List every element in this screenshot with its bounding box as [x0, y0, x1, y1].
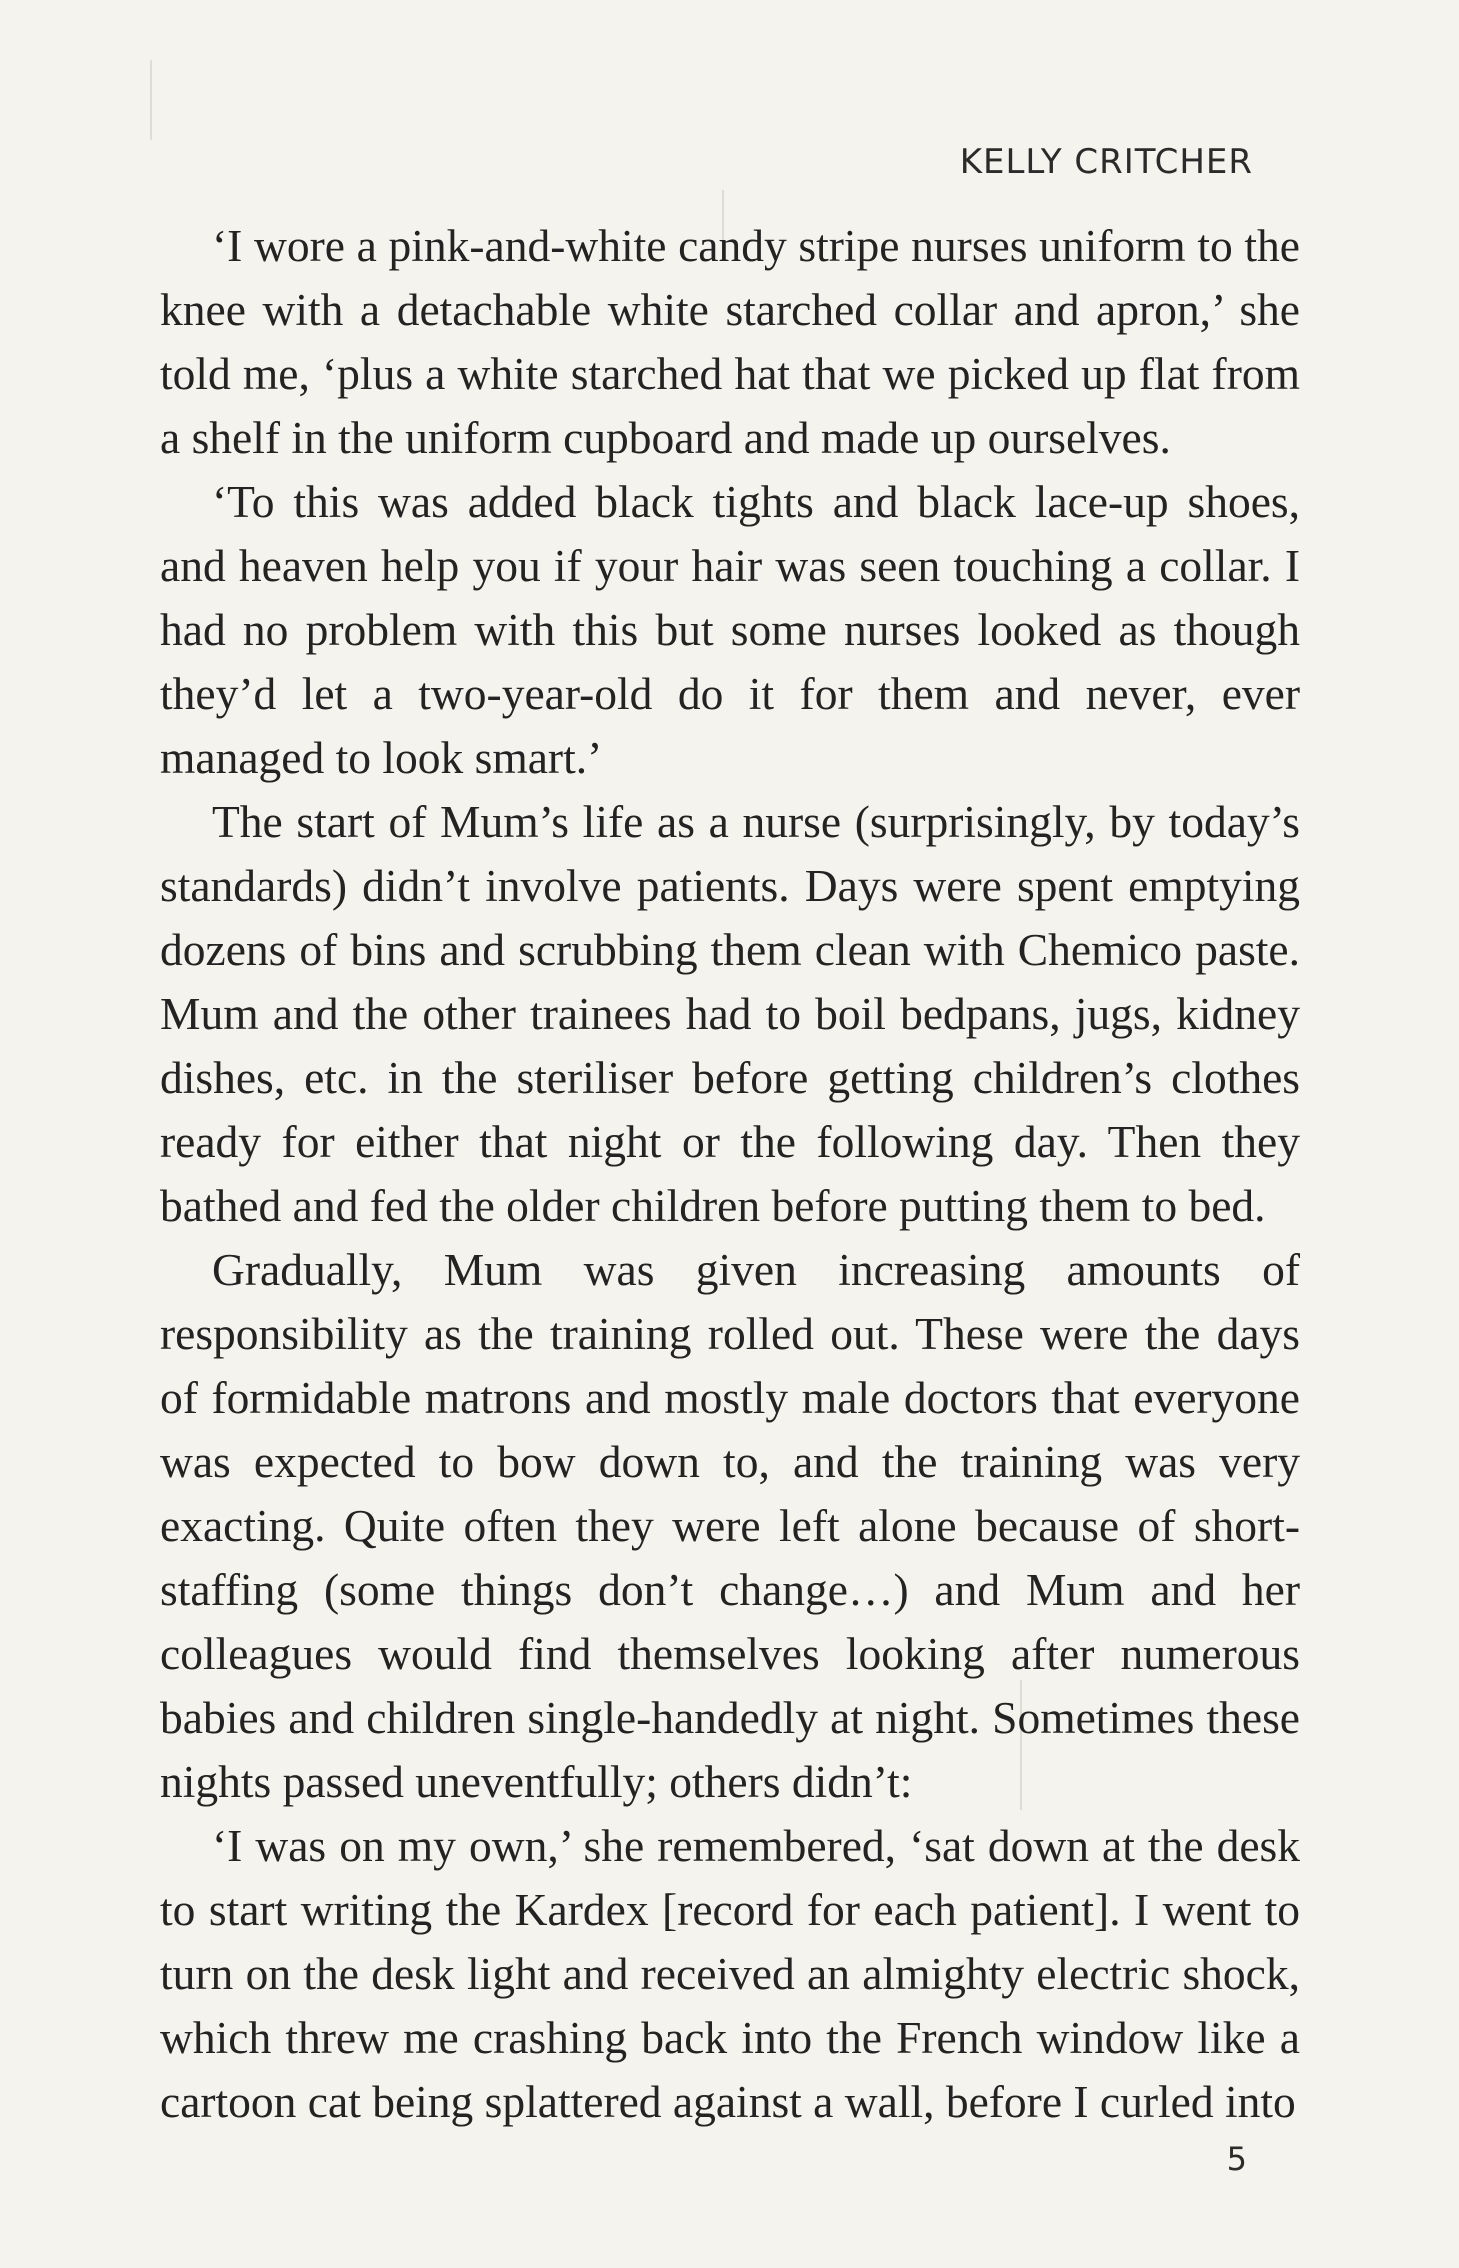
paragraph: Gradually, Mum was given increasing amounts of responsibility as the training rolled out. These were the days of formidable matrons and mostly male doctors that everyone was expected to bow down to, and the training was very exacting. Quite often they were left alone because of short-staffing (some things don’t change…) and Mum and her colleagues would find themselves looking after numerous babies and children single-handedly at night. Sometimes these nights passed uneventfully; others didn’t:	[160, 1244, 1300, 1807]
scan-streak	[150, 60, 152, 140]
paragraph: The start of Mum’s life as a nurse (surprisingly, by today’s standards) didn’t involve patients. Days were spent emptying dozens of bins and scrubbing them clean with Chemico paste. Mum and the other trainees had to boil bedpans, jugs, kidney dishes, etc. in the steriliser before getting children’s clothes ready for either that night or the following day. Then they bathed and fed the older children before putting them to bed.	[160, 796, 1300, 1231]
body-text	[160, 214, 1300, 2134]
page-number: 5	[1226, 2140, 1247, 2178]
paragraph: ‘I wore a pink-and-white candy stripe nurses uniform to the knee with a detachable white starched collar and apron,’ she told me, ‘plus a white starched hat that we picked up flat from a shelf in the uniform cupboard and made up ourselves.	[160, 220, 1300, 463]
paragraph: ‘I was on my own,’ she remembered, ‘sat down at the desk to start writing the Kardex [record for each patient]. I went to turn on the desk light and received an almighty electric shock, which threw me crashing back into the French window like a cartoon cat being splattered against a wall, before I curled into	[160, 1820, 1300, 2127]
paragraph: ‘To this was added black tights and black lace-up shoes, and heaven help you if your hair was seen touching a collar. I had no problem with this but some nurses looked as though they’d let a two-year-old do it for them and never, ever managed to look smart.’	[160, 476, 1300, 783]
running-head: KELLY CRITCHER	[959, 142, 1253, 182]
